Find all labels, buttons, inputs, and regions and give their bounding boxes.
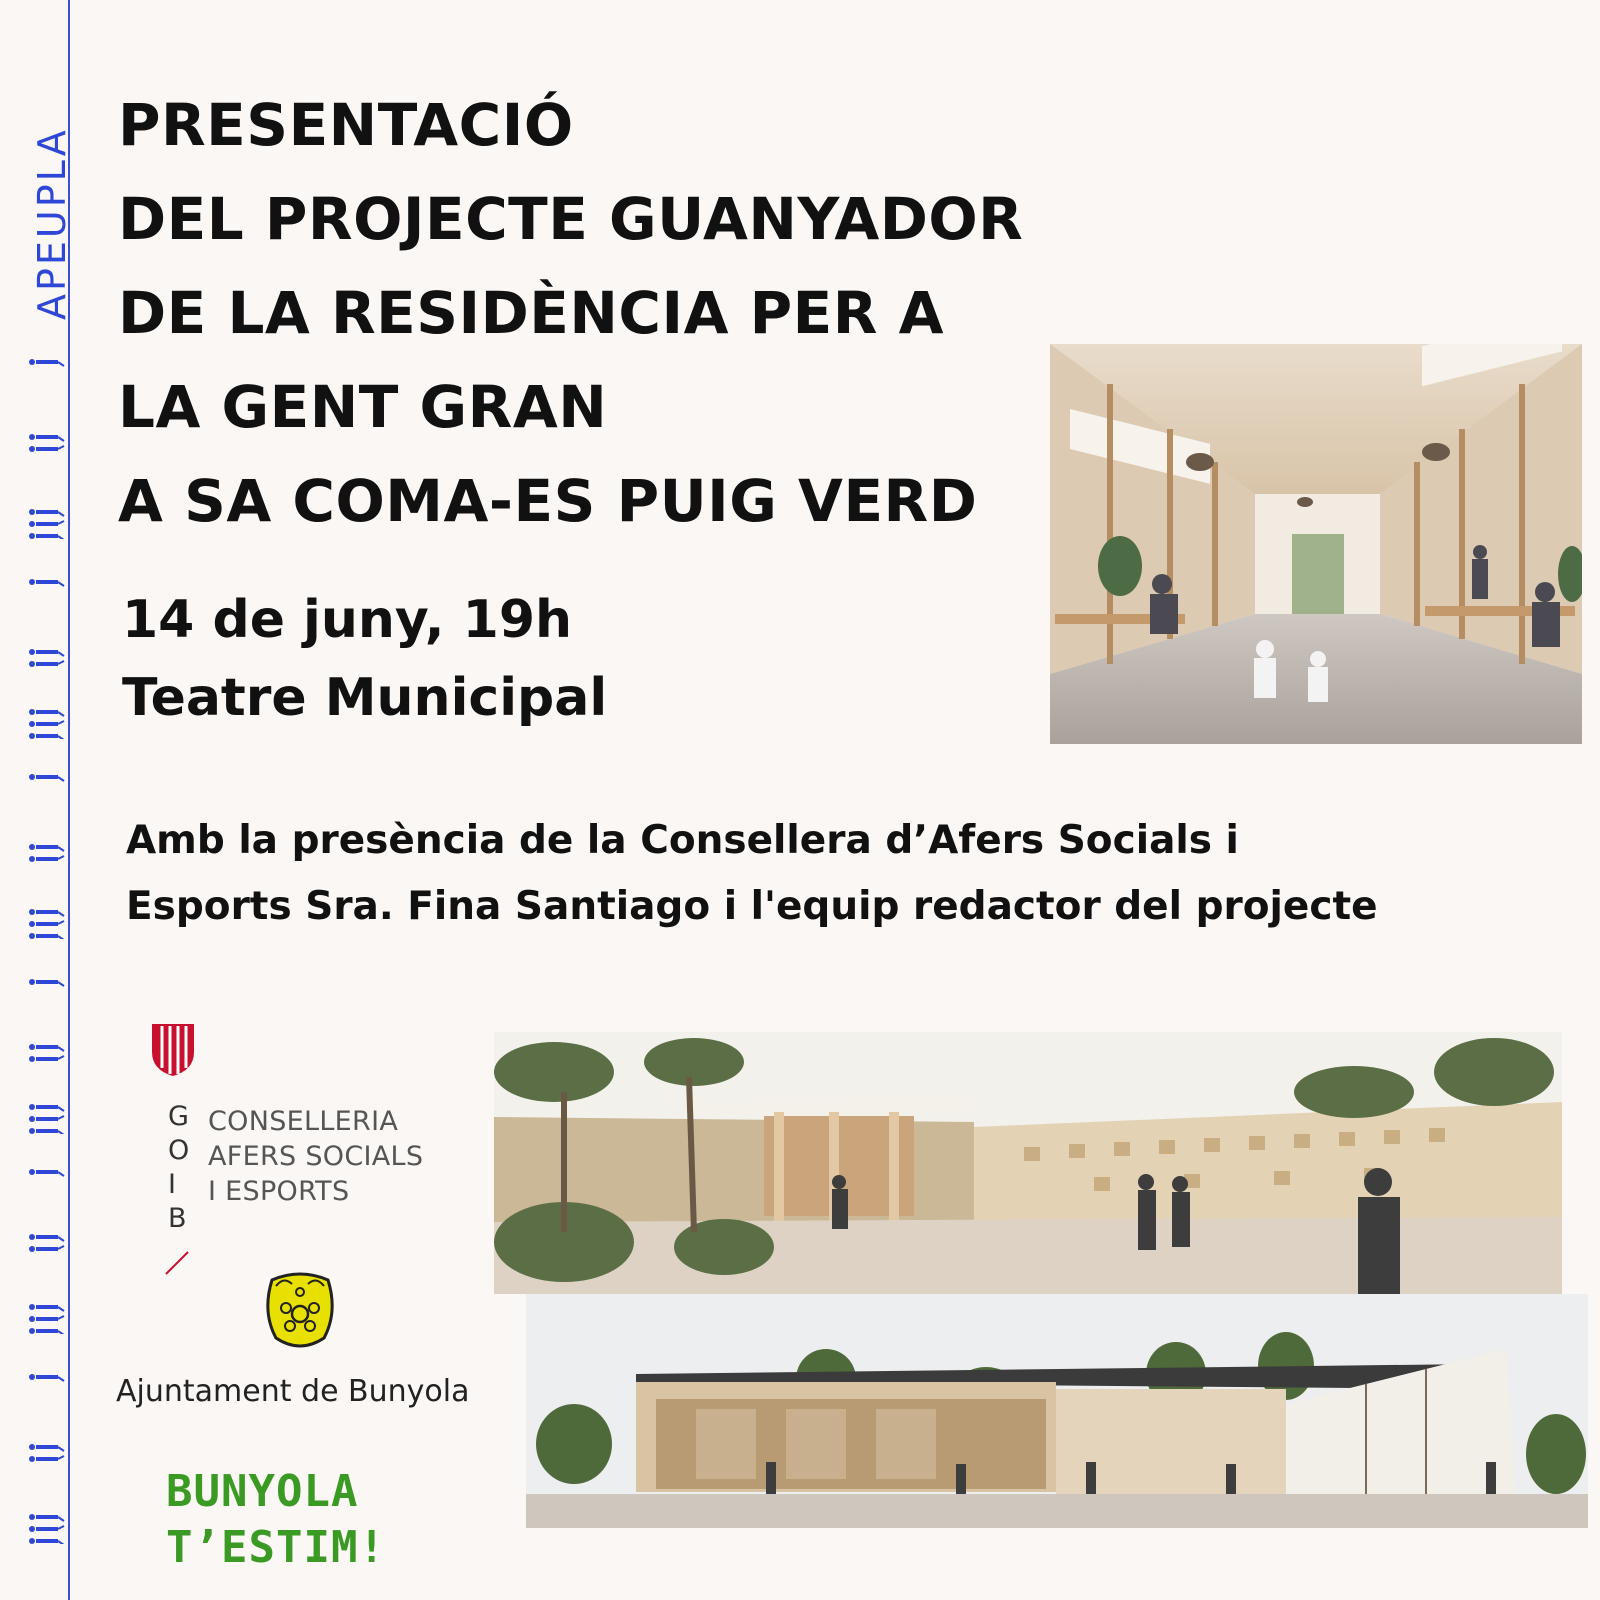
bunyola-seal-icon (262, 1272, 338, 1352)
pedestrian-figure-icon (26, 505, 66, 539)
interior-render-image (1050, 344, 1582, 744)
event-place: Teatre Municipal (122, 668, 608, 728)
conselleria-line: CONSELLERIA (208, 1106, 399, 1137)
title-line: A SA COMA-ES PUIG VERD (118, 467, 978, 535)
pedestrian-figure-icon (26, 905, 66, 939)
guests-text (126, 808, 1378, 940)
title-line: LA GENT GRAN (118, 373, 608, 441)
guests-line: Amb la presència de la Consellera d’Afers Socials i (126, 818, 1239, 863)
pedestrian-figure-icon (26, 975, 66, 1009)
slogan-line: BUNYOLA (166, 1466, 359, 1517)
goib-letter: G (168, 1101, 189, 1132)
goib-shield-icon (150, 1022, 196, 1078)
pedestrian-figure-icon (26, 840, 66, 874)
goib-letter: B (168, 1203, 187, 1234)
elevation-render-image (526, 1294, 1588, 1528)
brand-vertical-text: APEUPLA (30, 127, 74, 320)
pedestrian-figure-icon (26, 1370, 66, 1404)
pedestrian-figure-icon (26, 1100, 66, 1134)
conselleria-name (208, 1104, 423, 1209)
pedestrian-figure-icon (26, 355, 66, 389)
title-line: DE LA RESIDÈNCIA PER A (118, 279, 945, 347)
pedestrian-figure-icon (26, 1040, 66, 1074)
goib-letter: O (168, 1135, 190, 1166)
goib-letter: I (168, 1169, 176, 1200)
ajuntament-name: Ajuntament de Bunyola (116, 1374, 470, 1409)
pedestrian-figure-icon (26, 1230, 66, 1264)
event-date: 14 de juny, 19h (122, 590, 573, 650)
pedestrian-figure-icon (26, 1510, 66, 1544)
conselleria-line: I ESPORTS (208, 1176, 350, 1207)
title-line: PRESENTACIÓ (118, 91, 574, 159)
pedestrian-figure-icon (26, 575, 66, 609)
pedestrian-figure-icon (26, 1300, 66, 1334)
pedestrian-figure-icon (26, 430, 66, 464)
slogan-line: T’ESTIM! (166, 1522, 386, 1573)
bunyola-slogan (166, 1464, 386, 1576)
title-line: DEL PROJECTE GUANYADOR (118, 185, 1024, 253)
side-strip (0, 0, 78, 1600)
goib-slash-mark (164, 1250, 190, 1276)
pedestrian-figure-icon (26, 1440, 66, 1474)
pedestrian-figure-icon (26, 645, 66, 679)
pedestrian-figure-icon (26, 705, 66, 739)
pedestrian-figure-icon (26, 1165, 66, 1199)
courtyard-render-image (494, 1032, 1562, 1294)
pedestrian-figure-icon (26, 770, 66, 804)
conselleria-line: AFERS SOCIALS (208, 1141, 424, 1172)
page-title (118, 78, 1023, 548)
guests-line: Esports Sra. Fina Santiago i l'equip redactor del projecte (126, 884, 1378, 929)
goib-letters (168, 1100, 190, 1236)
